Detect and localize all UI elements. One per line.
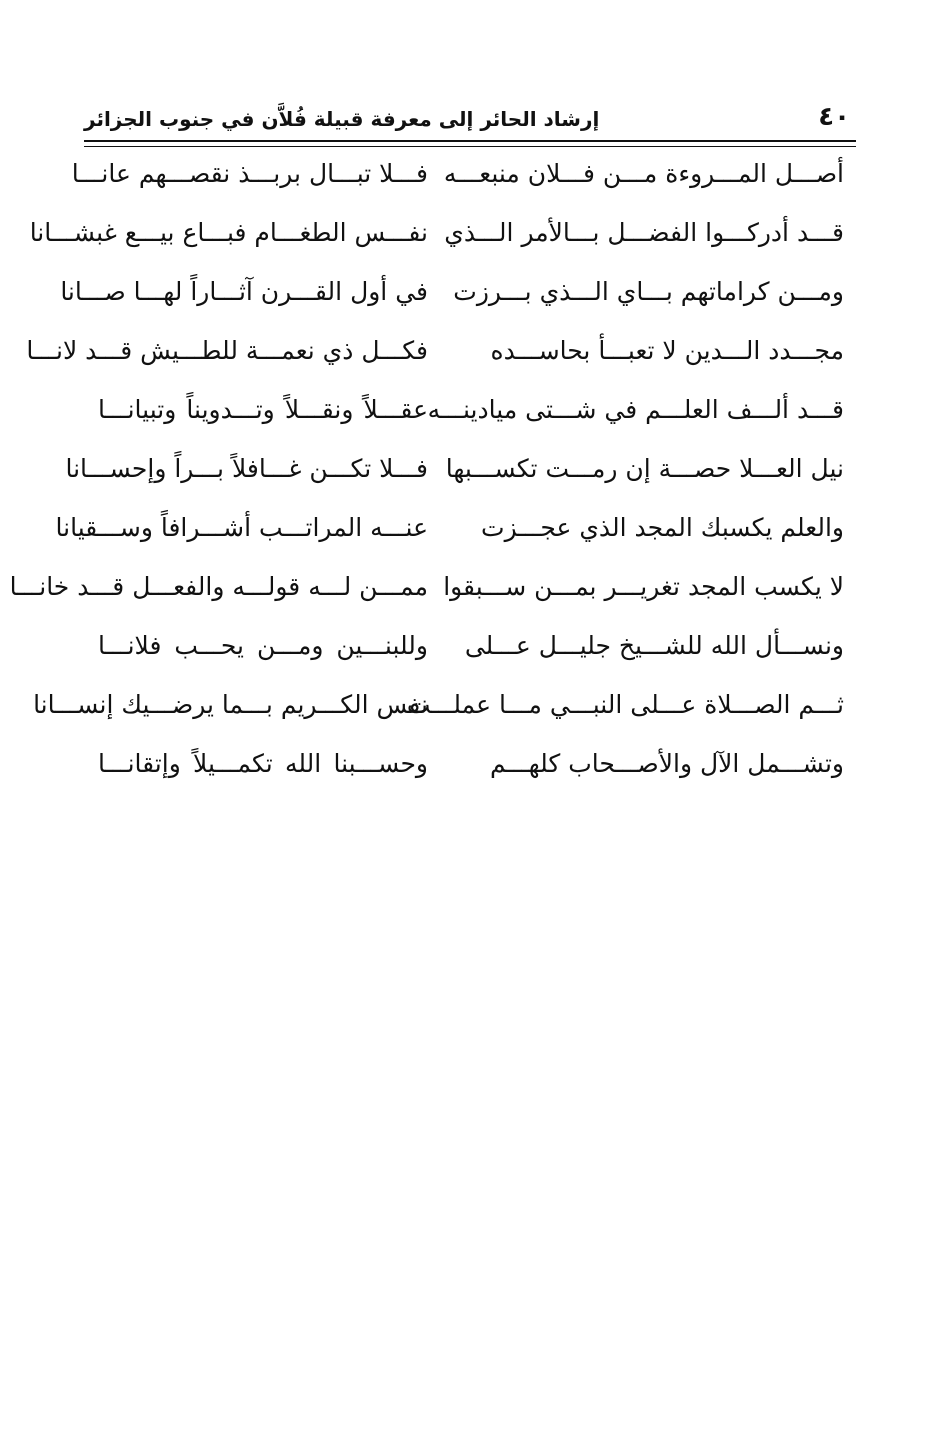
verse-second-hemistich: في أول القـــرن آثـــاراً لهـــا صـــانا	[60, 277, 428, 306]
verse-second-hemistich: فـــلا تبـــال بربـــذ نقصـــهم عانـــا	[71, 159, 428, 188]
header-rule-thick	[84, 140, 856, 142]
verse-row	[71, 150, 856, 198]
header-rule-thin	[84, 146, 856, 147]
running-title: إرشاد الحائر إلى معرفة قبيلة فُلاَّن في جنوب الجزائر	[84, 107, 600, 131]
verse-first-hemistich: والعلم يكسبك المجد الذي عجـــزت	[481, 513, 844, 542]
verse-first-hemistich: ونســـأل الله للشـــيخ جليـــل عـــلى	[464, 631, 844, 660]
verse-row	[29, 209, 856, 257]
verse-second-hemistich: وحســـبنا الله تكمـــيلاً وإتقانـــا	[98, 749, 428, 778]
verse-row	[65, 445, 856, 493]
verse-second-hemistich: عقـــلاً ونقـــلاً وتـــدويناً وتبيانـــا	[98, 395, 428, 424]
verse-first-hemistich: مجـــدد الـــدين لا تعبـــأ بحاســـده	[490, 336, 844, 365]
verse-second-hemistich: عنـــه المراتـــب أشـــرافاً وســـقيانا	[55, 513, 428, 542]
verse-second-hemistich: نفس الكـــريم بـــما يرضـــيك إنســـانا	[33, 690, 428, 719]
verse-first-hemistich: قـــد أدركـــوا الفضـــل بـــالأمر الـــذي	[444, 218, 844, 247]
verse-first-hemistich: نيل العـــلا حصـــة إن رمـــت تكســـبها	[445, 454, 844, 483]
verse-second-hemistich: ممـــن لـــه قولـــه والفعـــل قـــد خانـــا	[9, 572, 428, 601]
verse-second-hemistich: فكـــل ذي نعمـــة للطـــيش قـــد لانـــا	[26, 336, 428, 365]
verse-row	[84, 622, 856, 670]
verse-first-hemistich: وتشـــمل الآل والأصـــحاب كلهـــم	[490, 749, 844, 778]
verse-row	[55, 504, 856, 552]
verse-first-hemistich: ومـــن كراماتهم بـــاي الـــذي بـــرزت	[453, 277, 844, 306]
verse-second-hemistich: وللبنـــين ومـــن يحـــب فلانـــا	[98, 631, 428, 660]
verse-row	[60, 268, 856, 316]
verse-row	[9, 563, 856, 611]
verse-first-hemistich: ثـــم الصـــلاة عـــلى النبـــي مـــا عملـــت	[406, 690, 844, 719]
verse-row	[84, 386, 856, 434]
verse-second-hemistich: فـــلا تكـــن غـــافلاً بـــراً وإحســـانا	[65, 454, 428, 483]
verse-second-hemistich: نفـــس الطغـــام فبـــاع بيـــع غبشـــانا	[29, 218, 428, 247]
verse-first-hemistich: قـــد ألـــف العلـــم في شـــتى ميادينـــه	[427, 395, 844, 424]
verse-first-hemistich: أصـــل المـــروءة مـــن فـــلان منبعـــه	[443, 159, 844, 188]
verse-first-hemistich: لا يكسب المجد تغريـــر بمـــن ســـبقوا	[443, 572, 844, 601]
verse-row	[26, 327, 856, 375]
verse-row	[33, 681, 856, 729]
page-header	[84, 100, 856, 140]
verse-row	[84, 740, 856, 788]
page-number: ٤٠	[818, 102, 850, 132]
